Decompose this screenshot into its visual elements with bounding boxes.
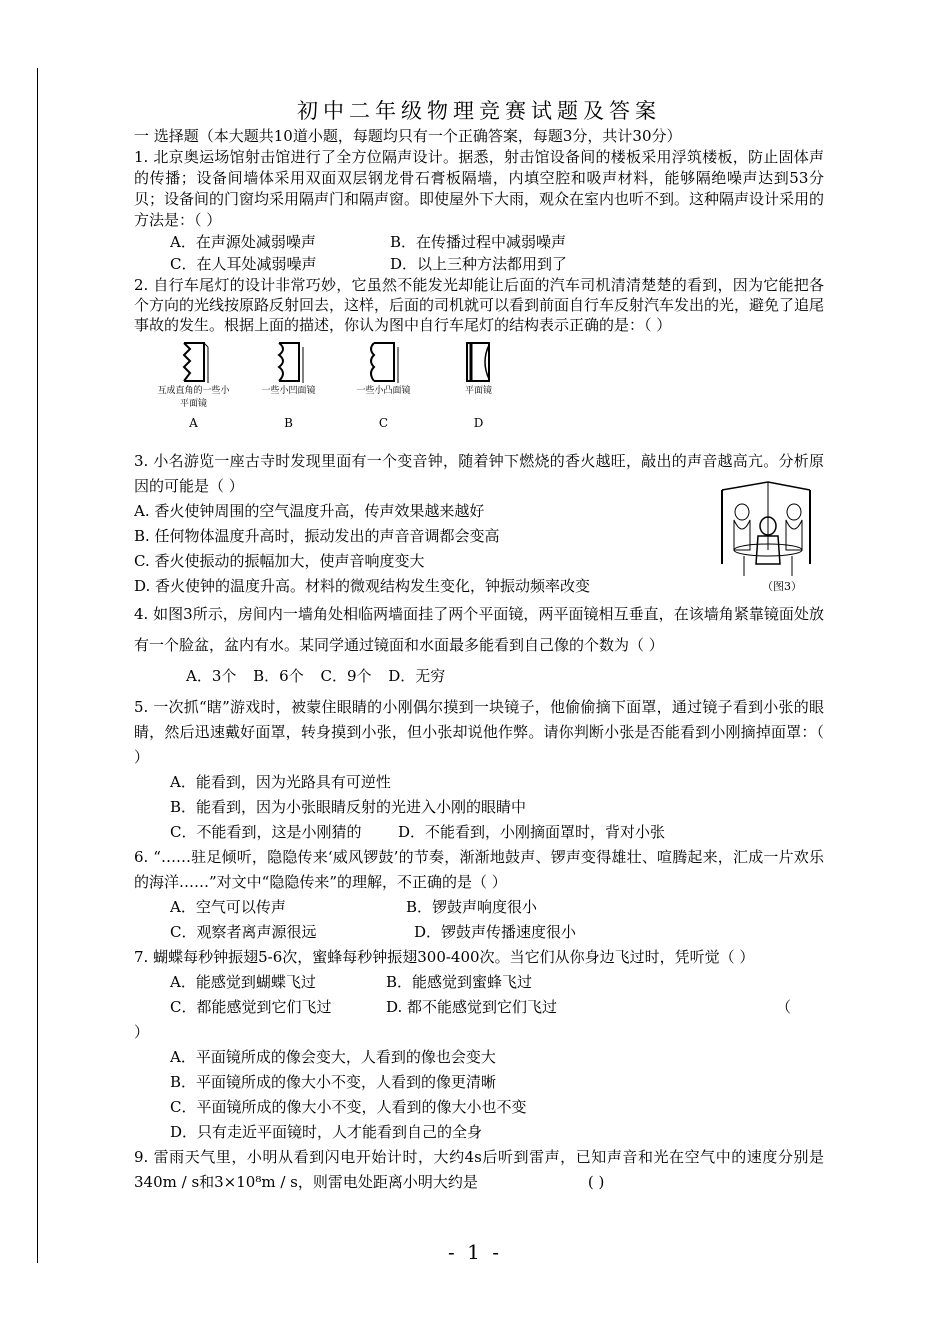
- q7-option-c: C．都能感觉到它们飞过: [170, 998, 332, 1016]
- q1-option-b: B．在传播过程中减弱噪声: [390, 233, 567, 251]
- q8-option-d: D．只有走近平面镜时，人才能看到自己的全身: [170, 1123, 483, 1141]
- convex-mirrors-icon: [364, 339, 404, 385]
- q4-stem: 4. 如图3所示，房间内一墙角处相临两墙面挂了两个平面镜，两平面镜相互垂直，在该墙角紧靠镜面处放有一个脸盆，盆内有水。某同学通过镜面和水面最多能看到自己像的个数为（ ）: [134, 605, 824, 654]
- q5-option-b: B．能看到，因为小张眼睛反射的光进入小刚的眼睛中: [170, 798, 527, 816]
- q2-fig-b: [251, 339, 326, 449]
- q2-fig-d-letter: D: [473, 416, 484, 430]
- q5-option-c: C．不能看到，这是小刚猜的: [170, 823, 362, 841]
- q1-stem: 1. 北京奥运场馆射击馆进行了全方位隔声设计。据悉，射击馆设备间的楼板采用浮筑楼板，防止固体声的传播；设备间墙体采用双面双层钢龙骨石膏板隔墙，内填空腔和吸声材料，能够隔绝噪声达到53分贝；设备间的门窗均采用隔声门和隔声窗。即使屋外下大雨，观众在室内也听不到。这种隔声设计采用的方法是：（ ）: [134, 148, 825, 229]
- q2-figure: [156, 339, 824, 449]
- q2-fig-b-caption: 一些小凹面镜: [261, 386, 316, 396]
- q2-fig-d-caption: 平面镜: [464, 386, 492, 396]
- q2-fig-c-letter: C: [378, 416, 389, 430]
- q6-option-c: C．观察者离声源很远: [170, 923, 317, 941]
- page-number: - 1 -: [448, 1240, 502, 1264]
- room-mirror-figure: [718, 480, 812, 590]
- left-margin-line: [37, 68, 38, 1263]
- q2-stem: 2. 自行车尾灯的设计非常巧妙，它虽然不能发光却能让后面的汽车司机清清楚楚的看到，因为它能把各个方向的光线按原路反射回去，这样，后面的司机就可以看到前面自行车反射汽车发出的光，避免了追尾事故的发生。根据上面的描述，你认为图中自行车尾灯的结构表示正确的是：（ ）: [134, 276, 825, 334]
- q3-option-c: C. 香火使振动的振幅加大，使声音响度变大: [134, 552, 425, 570]
- q3-option-a: A. 香火使钟周围的空气温度升高，传声效果越来越好: [134, 502, 485, 520]
- plane-mirror-icon: [459, 339, 499, 385]
- q1-option-d: D．以上三种方法都用到了: [390, 255, 568, 273]
- q8-option-c: C．平面镜所成的像大小不变，人看到的像大小也不变: [170, 1098, 527, 1116]
- q2-fig-c-caption: 一些小凸面镜: [356, 386, 411, 396]
- q2-fig-d: [441, 339, 516, 449]
- q5-options-row: [134, 820, 824, 845]
- q8-close-paren: ）: [134, 1023, 150, 1041]
- q2-fig-b-letter: B: [284, 416, 293, 430]
- q7-option-d: D. 都不能感觉到它们飞过: [386, 998, 558, 1016]
- q3-stem: 3. 小名游览一座古寺时发现里面有一个变音钟，随着钟下燃烧的香火越旺，敲出的声音越高亢。分析原因的可能是（ ）: [134, 452, 824, 495]
- q6-option-b: B．锣鼓声响度很小: [406, 898, 538, 916]
- q6-stem: 6. “……驻足倾听，隐隐传来‘威风锣鼓’的节奏，渐渐地鼓声、锣声变得雄壮、喧腾起来，汇成一片欢乐的海洋……”对文中“隐隐传来”的理解，不正确的是（ ）: [134, 848, 824, 891]
- section-heading: 一 选择题（本大题共10道小题，每题均只有一个正确答案，每题3分，共计30分）: [134, 127, 682, 145]
- q1-option-c: C．在人耳处减弱噪声: [170, 255, 317, 273]
- figure-3-caption: （图3）: [762, 580, 802, 593]
- corner-mirrors-icon: [174, 339, 214, 385]
- q3-option-d: D. 香火使钟的温度升高。材料的微观结构发生变化，钟振动频率改变: [134, 577, 591, 595]
- q6-option-a: A．空气可以传声: [170, 898, 286, 916]
- q7-options-row1: [134, 970, 824, 995]
- q5-stem: 5. 一次抓“瞎”游戏时，被蒙住眼睛的小刚偶尔摸到一块镜子，他偷偷摘下面罩，通过镜子看到小张的眼睛，然后迅速戴好面罩，转身摸到小张，但小张却说他作弊。请你判断小张是否能看到小刚摘掉面罩：（ ）: [134, 698, 824, 766]
- document-page: [134, 98, 824, 1195]
- q8-option-a: A．平面镜所成的像会变大，人看到的像也会变大: [170, 1048, 496, 1066]
- q7-stem: 7. 蝴蝶每秒钟振翅5-6次，蜜蜂每秒钟振翅300-400次。当它们从你身边飞过时，凭听觉（ ）: [134, 948, 755, 966]
- q1-option-a: A．在声源处减弱噪声: [170, 233, 316, 251]
- q1-options-row1: [134, 231, 824, 254]
- q7-option-b: B．能感觉到蜜蜂飞过: [386, 973, 533, 991]
- q6-options-row1: [134, 895, 824, 920]
- q6-options-row2: [134, 920, 824, 945]
- q7-option-a: A．能感觉到蝴蝶飞过: [170, 973, 316, 991]
- page-title: 初中二年级物理竞赛试题及答案: [297, 99, 661, 123]
- q6-option-d: D．锣鼓声传播速度很小: [414, 923, 577, 941]
- q9-text: 9. 雷雨天气里，小明从看到闪电开始计时，大约4s后听到雷声，已知声音和光在空气中的速度分别是340m / s和3×10⁸m / s，则雷电处距离小明大约是: [134, 1148, 824, 1191]
- q2-fig-a-letter: A: [189, 416, 198, 430]
- q8-option-b: B．平面镜所成的像大小不变，人看到的像更清晰: [170, 1073, 497, 1091]
- q4-options: A．3个 B．6个 C．9个 D．无穷: [186, 667, 446, 685]
- q2-fig-a-caption: 互成直角的一些小平面镜: [157, 386, 230, 409]
- concave-mirrors-icon: [269, 339, 309, 385]
- q2-fig-a: [156, 339, 231, 449]
- q3-option-b: B. 任何物体温度升高时，振动发出的声音音调都会变高: [134, 527, 500, 545]
- q8-open-paren: （: [776, 998, 792, 1016]
- q5-option-d: D．不能看到，小刚摘面罩时，背对小张: [398, 823, 666, 841]
- q9-answer-paren: ( ): [587, 1173, 605, 1191]
- q1-options-row2: [134, 254, 824, 275]
- q2-fig-c: [346, 339, 421, 449]
- q9-stem: [134, 1145, 824, 1195]
- q5-option-a: A．能看到，因为光路具有可逆性: [170, 773, 391, 791]
- q7-options-row2: [134, 995, 824, 1020]
